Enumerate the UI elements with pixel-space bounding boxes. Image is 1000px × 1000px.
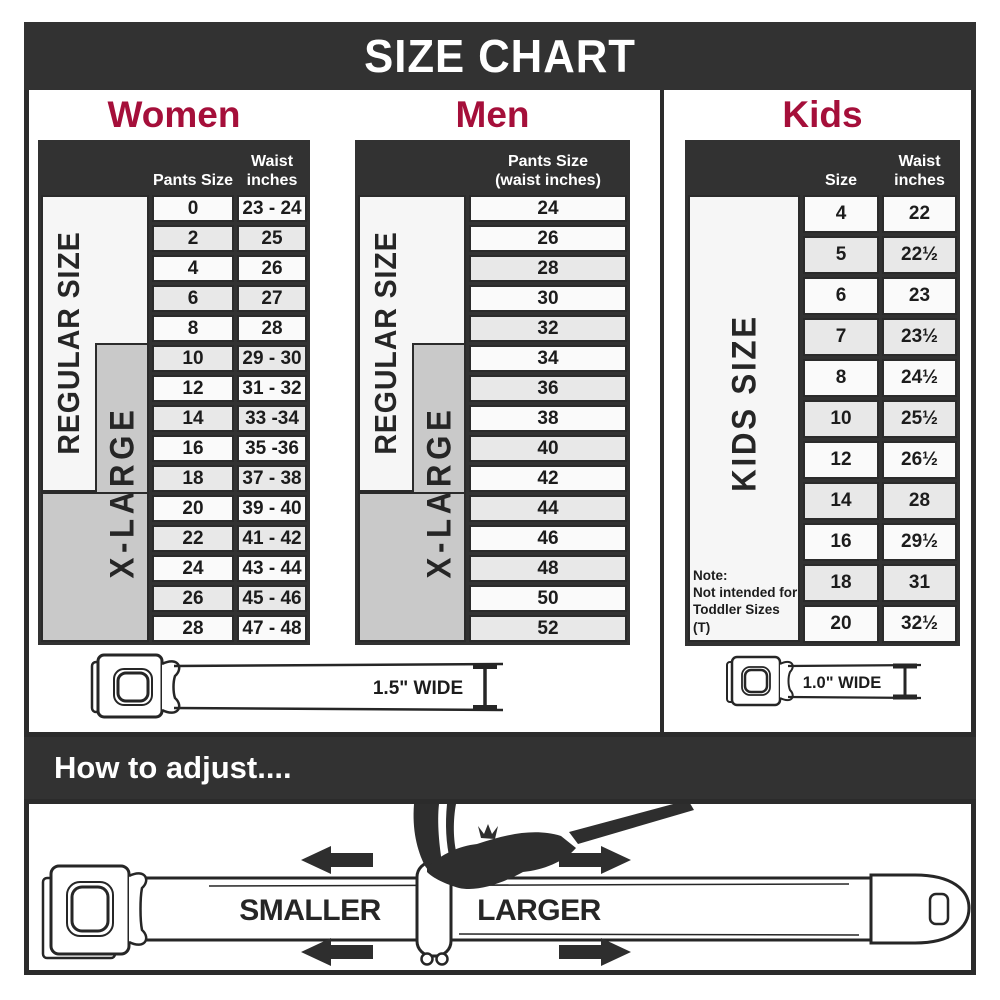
section-heading-kids: Kids xyxy=(782,94,863,135)
waist-cell: 45 - 46 xyxy=(237,585,307,612)
regular-size-label: REGULAR SIZE xyxy=(368,231,403,455)
size-cell: 46 xyxy=(469,525,627,552)
buckle-connector-icon xyxy=(162,661,179,712)
size-cell: 26 xyxy=(152,585,234,612)
size-cell: 20 xyxy=(152,495,234,522)
hand-icon xyxy=(414,804,694,889)
waist-cell: 26 xyxy=(237,255,307,282)
size-cell: 12 xyxy=(803,441,879,479)
waist-cell: 25½ xyxy=(882,400,957,438)
size-cell: 20 xyxy=(803,605,879,643)
size-cell: 5 xyxy=(803,236,879,274)
waist-cell: 47 - 48 xyxy=(237,615,307,642)
size-cell: 12 xyxy=(152,375,234,402)
size-cell: 14 xyxy=(803,482,879,520)
waist-cell: 31 - 32 xyxy=(237,375,307,402)
belt-strap-bottom xyxy=(174,708,503,710)
waist-cell: 22 xyxy=(882,195,957,233)
seatbelt-buckle-icon xyxy=(43,866,146,958)
size-cell: 4 xyxy=(152,255,234,282)
belt-tail-strap xyxy=(569,804,694,844)
belt-strap-top xyxy=(174,664,503,666)
size-cell: 24 xyxy=(152,555,234,582)
belt-illustration-kids xyxy=(725,653,925,715)
arrow-left-icon xyxy=(301,938,373,966)
size-cell: 6 xyxy=(152,285,234,312)
size-chart-title-banner xyxy=(24,22,976,90)
adjust-illustration-box xyxy=(24,799,976,975)
arrow-right-icon xyxy=(559,938,631,966)
waist-inches-header: Waist inches xyxy=(894,153,945,189)
waist-cell: 35 -36 xyxy=(237,435,307,462)
larger-label: LARGER xyxy=(477,894,601,927)
page-title: SIZE CHART xyxy=(364,30,636,82)
size-cell: 30 xyxy=(469,285,627,312)
size-cell: 26 xyxy=(469,225,627,252)
regular-size-label: REGULAR SIZE xyxy=(51,231,86,455)
size-cell: 22 xyxy=(152,525,234,552)
waist-cell: 23 - 24 xyxy=(237,195,307,222)
how-to-adjust-bar xyxy=(24,737,976,799)
waist-cell: 28 xyxy=(237,315,307,342)
waist-cell: 22½ xyxy=(882,236,957,274)
belt-width-label: 1.5" WIDE xyxy=(372,678,464,699)
width-marker-icon xyxy=(473,666,497,708)
size-cell: 40 xyxy=(469,435,627,462)
size-cell: 8 xyxy=(152,315,234,342)
men-side-labels xyxy=(358,195,466,642)
kids-table-cells xyxy=(803,195,957,643)
size-header: Size xyxy=(824,171,857,189)
size-cell: 6 xyxy=(803,277,879,315)
xlarge-label: X-LARGE xyxy=(420,405,459,579)
size-cell: 24 xyxy=(469,195,627,222)
waist-cell: 31 xyxy=(882,564,957,602)
waist-cell: 23½ xyxy=(882,318,957,356)
size-cell: 36 xyxy=(469,375,627,402)
size-cell: 2 xyxy=(152,225,234,252)
size-cell: 42 xyxy=(469,465,627,492)
size-cell: 0 xyxy=(152,195,234,222)
belt-illustration-adult xyxy=(88,650,508,724)
size-cell: 18 xyxy=(803,564,879,602)
section-heading-men: Men xyxy=(455,94,530,135)
belt-width-label: 1.0" WIDE xyxy=(802,674,882,692)
size-cell: 16 xyxy=(803,523,879,561)
waist-cell: 33 -34 xyxy=(237,405,307,432)
xlarge-label: X-LARGE xyxy=(103,405,142,579)
size-cell: 7 xyxy=(803,318,879,356)
waist-cell: 43 - 44 xyxy=(237,555,307,582)
size-cell: 16 xyxy=(152,435,234,462)
smaller-label: SMALLER xyxy=(239,894,381,927)
waist-cell: 41 - 42 xyxy=(237,525,307,552)
waist-cell: 32½ xyxy=(882,605,957,643)
size-cell: 34 xyxy=(469,345,627,372)
size-cell: 4 xyxy=(803,195,879,233)
size-cell: 52 xyxy=(469,615,627,642)
size-cell: 48 xyxy=(469,555,627,582)
waist-cell: 37 - 38 xyxy=(237,465,307,492)
kids-note: Note: Not intended for Toddler Sizes (T) xyxy=(693,567,798,635)
waist-cell: 39 - 40 xyxy=(237,495,307,522)
size-cell: 14 xyxy=(152,405,234,432)
section-divider xyxy=(660,90,664,732)
size-cell: 50 xyxy=(469,585,627,612)
width-marker-icon xyxy=(893,666,917,697)
men-table-cells xyxy=(469,195,627,642)
size-cell: 32 xyxy=(469,315,627,342)
waist-cell: 23 xyxy=(882,277,957,315)
waist-cell: 26½ xyxy=(882,441,957,479)
waist-cell: 29 - 30 xyxy=(237,345,307,372)
women-side-labels xyxy=(41,195,149,642)
pants-size-header: Pants Size xyxy=(152,171,234,189)
size-chart-panel xyxy=(24,90,976,737)
how-to-adjust-heading: How to adjust.... xyxy=(54,750,292,785)
size-cell: 10 xyxy=(803,400,879,438)
kids-side-labels xyxy=(688,195,800,642)
size-cell: 44 xyxy=(469,495,627,522)
buckle-connector-icon xyxy=(780,662,793,700)
kids-size-label: KIDS SIZE xyxy=(725,314,764,492)
belt-tip-icon xyxy=(871,875,969,943)
women-size-table xyxy=(38,140,310,645)
size-cell: 28 xyxy=(469,255,627,282)
waist-cell: 29½ xyxy=(882,523,957,561)
size-cell: 10 xyxy=(152,345,234,372)
waist-cell: 24½ xyxy=(882,359,957,397)
waist-cell: 28 xyxy=(882,482,957,520)
men-size-table xyxy=(355,140,630,645)
pants-size-header: Pants Size (waist inches) xyxy=(495,153,601,189)
women-table-cells xyxy=(152,195,307,642)
size-cell: 18 xyxy=(152,465,234,492)
waist-cell: 25 xyxy=(237,225,307,252)
size-cell: 28 xyxy=(152,615,234,642)
size-cell: 38 xyxy=(469,405,627,432)
waist-inches-header: Waist inches xyxy=(246,153,298,189)
size-cell: 8 xyxy=(803,359,879,397)
waist-cell: 27 xyxy=(237,285,307,312)
adjust-illustration xyxy=(29,804,971,970)
arrow-left-icon xyxy=(301,846,373,874)
section-heading-women: Women xyxy=(107,94,241,135)
kids-size-table xyxy=(685,140,960,646)
